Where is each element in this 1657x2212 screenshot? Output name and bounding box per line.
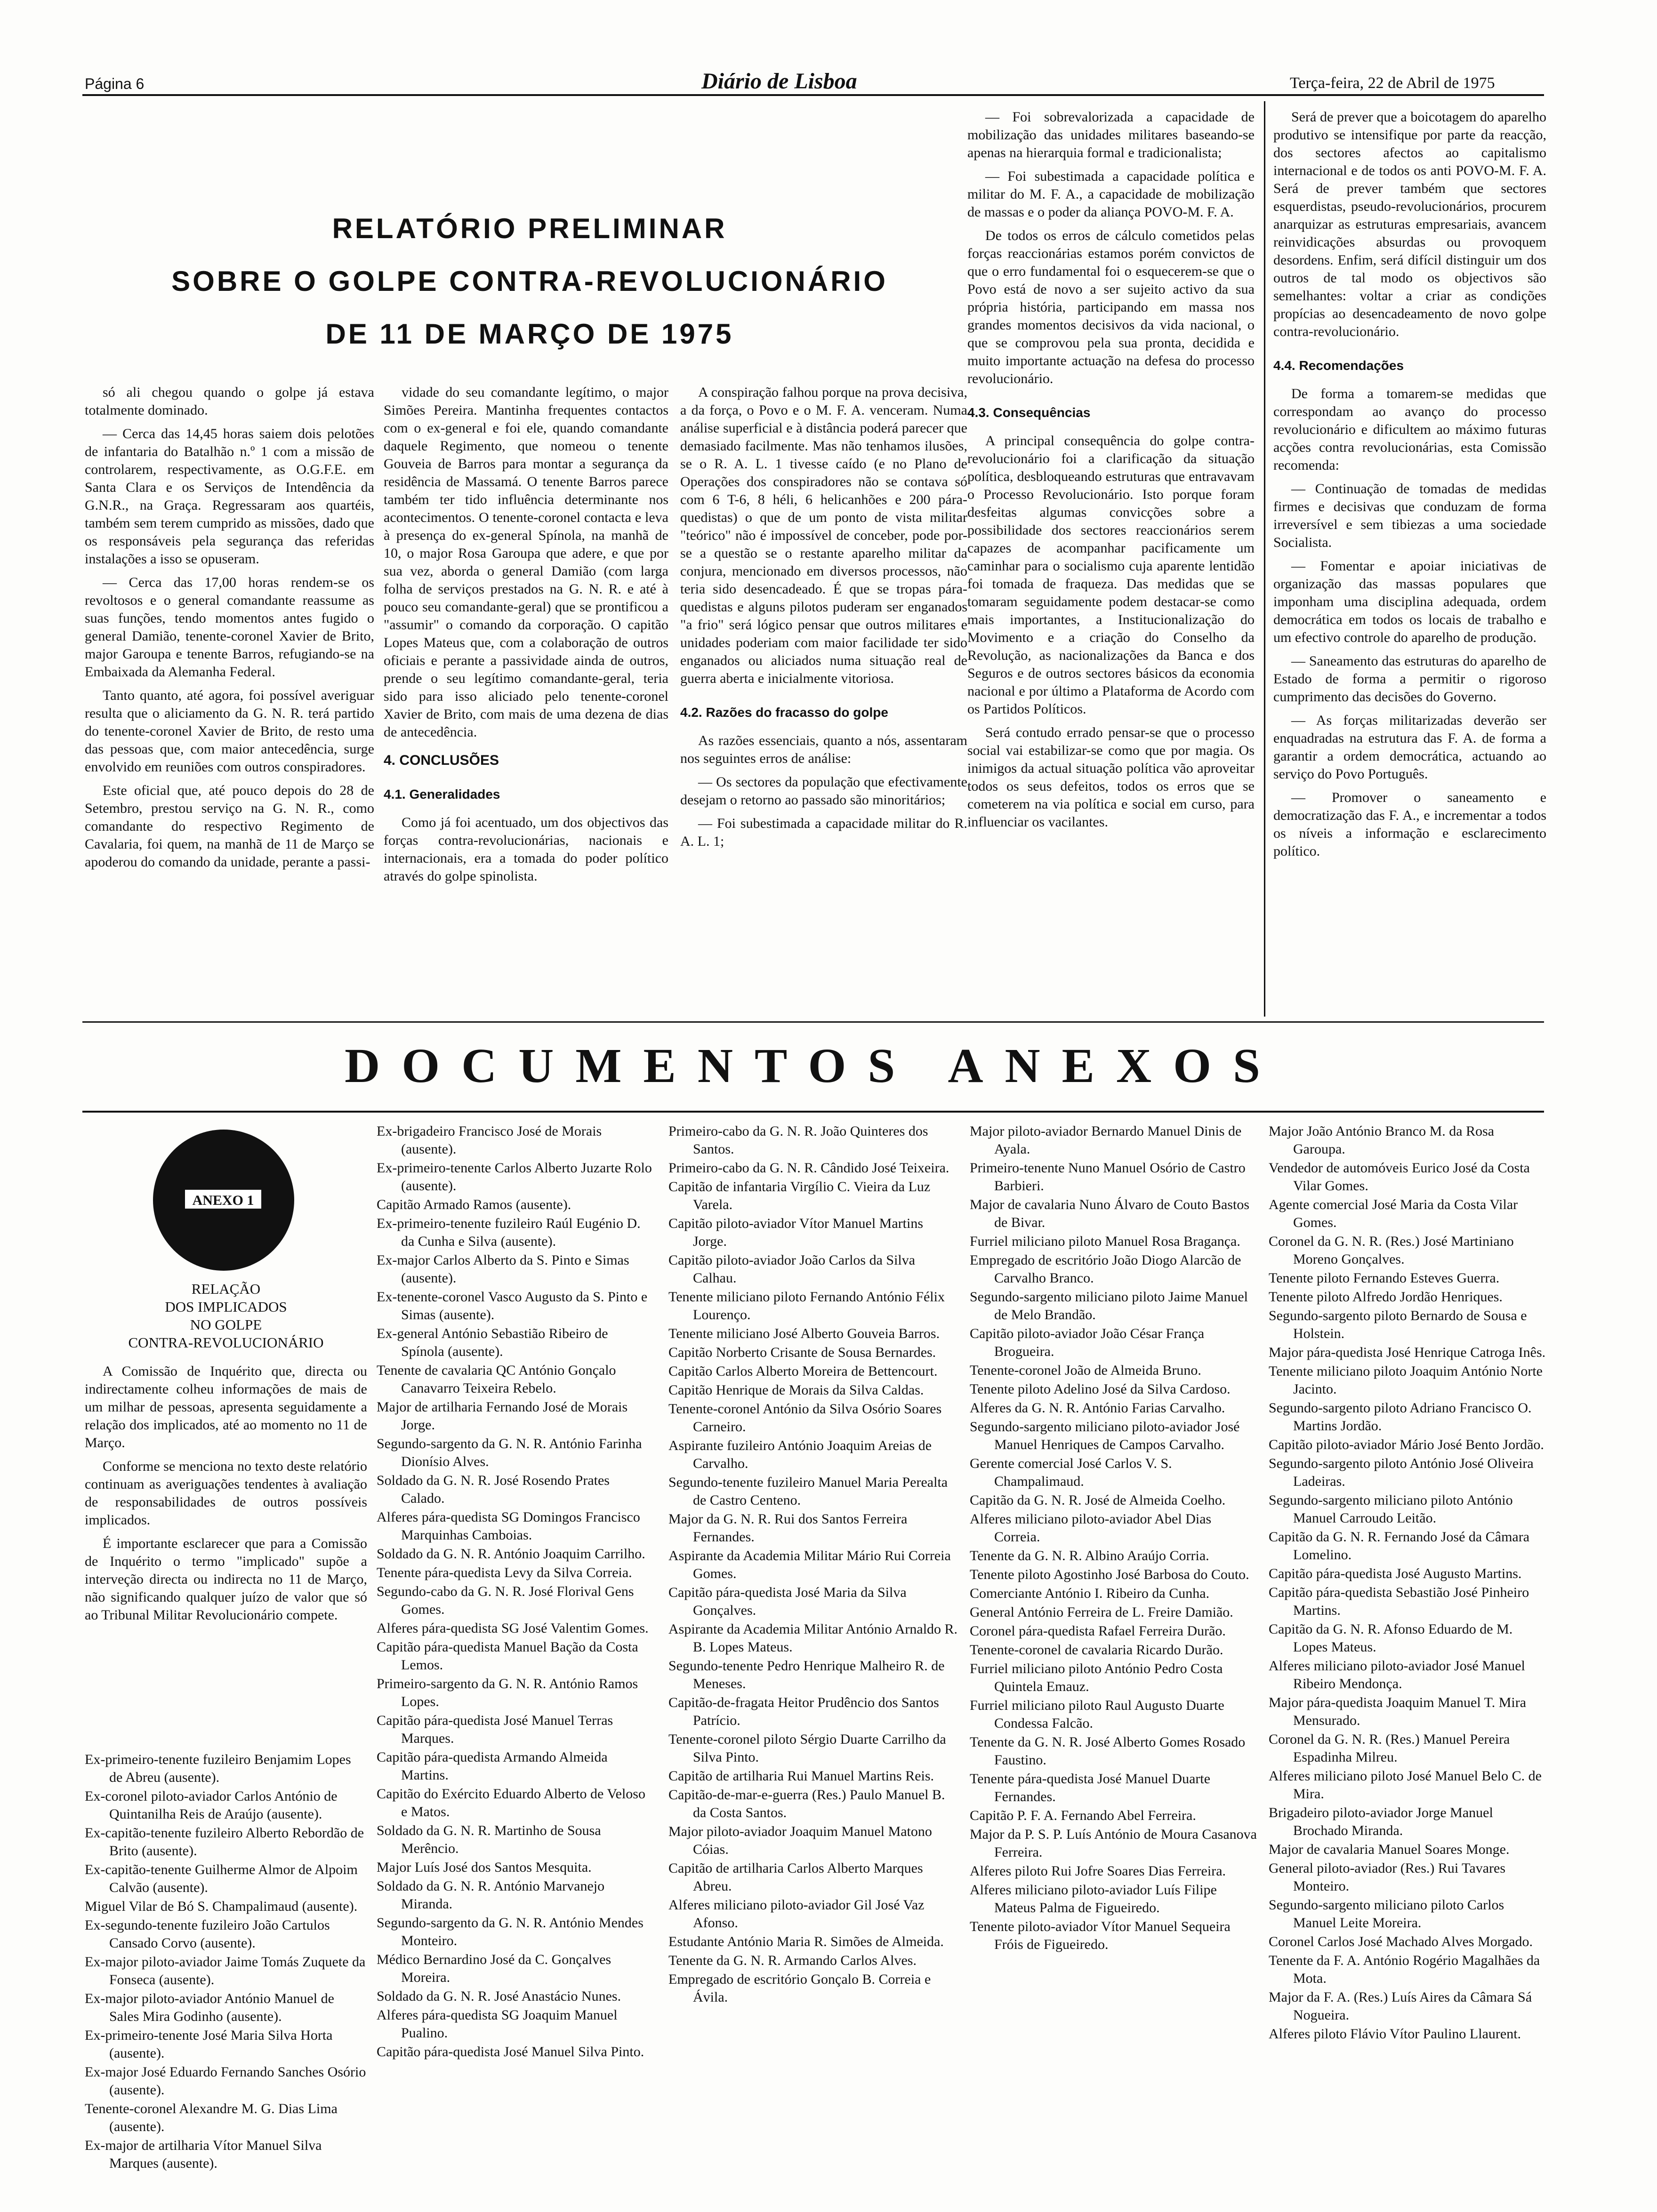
- implicated-person-entry: Capitão pára-quedista Sebastião José Pinheiro Martins.: [1269, 1585, 1529, 1618]
- implicated-person-entry: Ex-capitão-tenente Guilherme Almor de Alpoim Calvão (ausente).: [85, 1862, 358, 1895]
- implicated-person-entry: Tenente piloto Alfredo Jordão Henriques.: [1269, 1289, 1503, 1305]
- implicated-person-entry: Capitão-de-fragata Heitor Prudêncio dos Santos Patrício.: [668, 1695, 939, 1728]
- masthead-title: Diário de Lisboa: [701, 69, 857, 94]
- implicated-person-entry: Comerciante António I. Ribeiro da Cunha.: [970, 1586, 1210, 1601]
- implicated-person-entry: Tenente piloto Agostinho José Barbosa do Couto.: [970, 1567, 1249, 1582]
- implicated-person-entry: Primeiro-sargento da G. N. R. António Ramos Lopes.: [377, 1676, 638, 1709]
- implicated-person-entry: Alferes pára-quedista SG José Valentim Gomes.: [377, 1620, 649, 1636]
- implicated-person-entry: Estudante António Maria R. Simões de Almeida.: [668, 1934, 944, 1949]
- report-paragraph: — Cerca das 17,00 horas rendem-se os revoltosos e o general comandante reassume as suas funções, tendo momentos antes fugido o general Damião, tenente-coronel Xavier de Brito, major Garoupa e tenente Barros, refugiando-se na Embaixada da Alemanha Federal.: [85, 575, 374, 680]
- report-paragraph: — Foi subestimada a capacidade política e militar do M. F. A., a capacidade de mobilização de massas e o poder da aliança POVO-M. F. A.: [967, 168, 1255, 220]
- implicated-person-entry: Segundo-cabo da G. N. R. José Florival Gens Gomes.: [377, 1584, 634, 1617]
- implicated-person-entry: Soldado da G. N. R. José Anastácio Nunes.: [377, 1988, 621, 2004]
- implicated-person-entry: Ex-general António Sebastião Ribeiro de Spínola (ausente).: [377, 1326, 608, 1359]
- implicated-person-entry: Tenente piloto-aviador Vítor Manuel Sequeira Fróis de Figueiredo.: [970, 1919, 1231, 1952]
- implicated-person-entry: Segundo-sargento da G. N. R. António Farinha Dionísio Alves.: [377, 1436, 642, 1469]
- annex-intro-paragraph: A Comissão de Inquérito que, directa ou indirectamente colheu informações de mais de um milhar de pessoas, apresenta seguidamente a relação dos implicados, até ao momento no 11 de Março.: [85, 1363, 367, 1451]
- implicated-person-entry: Soldado da G. N. R. António Joaquim Carrilho.: [377, 1546, 645, 1562]
- implicated-person-entry: Segundo-sargento miliciano piloto Carlos Manuel Leite Moreira.: [1269, 1897, 1504, 1931]
- annex-subtitle-line-1: RELAÇÃO: [191, 1281, 261, 1297]
- implicated-person-entry: Major de artilharia Fernando José de Morais Jorge.: [377, 1399, 628, 1433]
- report-paragraph: Como já foi acentuado, um dos objectivos das forças contra-revolucionárias, nacionais e internacionais, era a tomada do poder político através do golpe spinolista.: [384, 815, 668, 884]
- report-paragraph: As razões essenciais, quanto a nós, assentaram nos seguintes erros de análise:: [680, 733, 967, 766]
- implicated-person-entry: Segundo-tenente fuzileiro Manuel Maria Perealta de Castro Centeno.: [668, 1475, 948, 1508]
- report-column-3: [680, 384, 967, 1017]
- implicated-person-entry: Alferes miliciano piloto-aviador Gil José Vaz Afonso.: [668, 1897, 925, 1931]
- issue-date: Terça-feira, 22 de Abril de 1975: [1290, 74, 1495, 92]
- implicated-person-entry: Capitão da G. N. R. Afonso Eduardo de M. Lopes Mateus.: [1269, 1621, 1513, 1655]
- implicated-person-entry: Coronel pára-quedista Rafael Ferreira Durão.: [970, 1623, 1226, 1639]
- report-paragraph: A conspiração falhou porque na prova decisiva, a da força, o Povo e o M. F. A. venceram. Numa análise superficial e à distância poderá parecer que demasiado facilmente. Mas não tenhamos ilusões, se o R. A. L. 1 tivesse caído (e no Plano de Operações dos conspiradores não se contava só com 6 T-6, 8 héli, 6 helicanhões e 200 pára-quedistas) o que de um ponto de vista militar "teórico" não é impossível de conceber, pode por-se a questão se o restante aparelho militar da conjura, mencionado em diversos processos, não teria sido desencadeado. É que se tropas pára-quedistas e alguns pilotos puderam ser enganados "a frio" será lógico pensar que outros militares e unidades poderiam com maior facilidade ter sido enganados ou aliciados numa situação real de guerra aberta e inicialmente vitoriosa.: [680, 385, 967, 686]
- implicated-person-entry: Soldado da G. N. R. José Rosendo Prates Calado.: [377, 1473, 610, 1506]
- implicated-person-entry: Major da F. A. (Res.) Luís Aires da Câmara Sá Nogueira.: [1269, 1989, 1532, 2023]
- implicated-person-entry: Segundo-sargento miliciano piloto Jaime Manuel de Melo Brandão.: [970, 1289, 1248, 1322]
- implicated-person-entry: Primeiro-tenente Nuno Manuel Osório de Castro Barbieri.: [970, 1160, 1246, 1194]
- implicated-person-entry: Aspirante da Academia Militar António Arnaldo R. B. Lopes Mateus.: [668, 1621, 958, 1655]
- implicated-person-entry: Ex-major de artilharia Vítor Manuel Silva Marques (ausente).: [85, 2138, 322, 2171]
- implicated-person-entry: Brigadeiro piloto-aviador Jorge Manuel Brochado Miranda.: [1269, 1805, 1493, 1838]
- implicated-person-entry: Tenente da F. A. António Rogério Magalhães da Mota.: [1269, 1953, 1540, 1986]
- implicated-person-entry: Capitão pára-quedista Manuel Bação da Costa Lemos.: [377, 1639, 638, 1673]
- implicated-person-entry: Capitão piloto-aviador Mário José Bento Jordão.: [1269, 1437, 1544, 1452]
- implicated-person-entry: Major pára-quedista Joaquim Manuel T. Mira Mensurado.: [1269, 1695, 1527, 1728]
- implicated-person-entry: Segundo-sargento piloto Bernardo de Sousa e Holstein.: [1269, 1308, 1527, 1341]
- report-paragraph: Tanto quanto, até agora, foi possível averiguar resulta que o aliciamento da G. N. R. terá partido do tenente-coronel Xavier de Brito, de resto uma das pessoas que, com maior antecedência, surge envolvido em reuniões com outros conspiradores.: [85, 688, 374, 775]
- implicated-person-entry: Aspirante fuzileiro António Joaquim Areias de Carvalho.: [668, 1438, 932, 1471]
- implicated-person-entry: Ex-tenente-coronel Vasco Augusto da S. Pinto e Simas (ausente).: [377, 1289, 648, 1322]
- implicated-person-entry: Alferes da G. N. R. António Farias Carvalho.: [970, 1400, 1225, 1416]
- annex-names-column-2: [377, 1122, 654, 2196]
- annex-badge-label: ANEXO 1: [184, 1188, 263, 1210]
- implicated-person-entry: Alferes pára-quedista SG Domingos Francisco Marquinhas Camboias.: [377, 1509, 640, 1543]
- implicated-person-entry: Soldado da G. N. R. António Marvanejo Miranda.: [377, 1878, 605, 1912]
- annex-subtitle-line-2: DOS IMPLICADOS: [165, 1298, 287, 1315]
- implicated-person-entry: Capitão Armado Ramos (ausente).: [377, 1197, 571, 1212]
- implicated-person-entry: Major da G. N. R. Rui dos Santos Ferreira Fernandes.: [668, 1511, 908, 1545]
- section-heading: 4.4. Recomendações: [1273, 358, 1404, 373]
- implicated-person-entry: Capitão pára-quedista José Augusto Martins.: [1269, 1566, 1522, 1581]
- implicated-person-entry: General António Ferreira de L. Freire Damião.: [970, 1604, 1233, 1620]
- implicated-person-entry: Tenente-coronel João de Almeida Bruno.: [970, 1362, 1201, 1378]
- section-heading: 4.3. Consequências: [967, 405, 1091, 420]
- report-column-2: [384, 384, 668, 1017]
- implicated-person-entry: Segundo-sargento miliciano piloto-aviador José Manuel Henriques de Campos Carvalho.: [970, 1419, 1240, 1452]
- implicated-person-entry: Tenente da G. N. R. Albino Araújo Corria.: [970, 1548, 1209, 1563]
- implicated-person-entry: Furriel miliciano piloto Manuel Rosa Bragança.: [970, 1234, 1240, 1249]
- implicated-person-entry: Empregado de escritório João Diogo Alarcão de Carvalho Branco.: [970, 1252, 1241, 1286]
- implicated-person-entry: Tenente-coronel de cavalaria Ricardo Durão.: [970, 1642, 1223, 1658]
- page-number: Página 6: [85, 75, 145, 92]
- annex-heading: DOCUMENTOS ANEXOS: [345, 1039, 1282, 1093]
- implicated-person-entry: Major de cavalaria Manuel Soares Monge.: [1269, 1842, 1510, 1857]
- implicated-person-entry: Coronel Carlos José Machado Alves Morgado.: [1269, 1934, 1533, 1949]
- implicated-person-entry: Agente comercial José Maria da Costa Vilar Gomes.: [1269, 1197, 1518, 1230]
- implicated-person-entry: Alferes miliciano piloto-aviador Abel Dias Correia.: [970, 1511, 1212, 1545]
- report-paragraph: — Promover o saneamento e democratização das F. A., e incrementar a todos os níveis a informação e esclarecimento político.: [1273, 790, 1546, 859]
- implicated-person-entry: Major João António Branco M. da Rosa Garoupa.: [1269, 1123, 1495, 1157]
- report-column-1: [85, 384, 374, 1017]
- report-paragraph: — Os sectores da população que efectivamente desejam o retorno ao passado são minoritários;: [680, 774, 967, 808]
- report-title-line-2: SOBRE O GOLPE CONTRA-REVOLUCIONÁRIO: [171, 265, 888, 297]
- implicated-person-entry: Tenente de cavalaria QC António Gonçalo Canavarro Teixeira Rebelo.: [377, 1362, 616, 1396]
- section-heading: 4. CONCLUSÕES: [384, 753, 499, 768]
- implicated-person-entry: Major piloto-aviador Bernardo Manuel Dinis de Ayala.: [970, 1123, 1242, 1157]
- implicated-person-entry: Coronel da G. N. R. (Res.) José Martiniano Moreno Gonçalves.: [1269, 1234, 1514, 1267]
- report-title-line-1: RELATÓRIO PRELIMINAR: [332, 213, 727, 244]
- implicated-person-entry: Segundo-sargento piloto Adriano Francisco O. Martins Jordão.: [1269, 1400, 1532, 1434]
- annex-heading-rule: [82, 1111, 1544, 1113]
- implicated-person-entry: Alferes piloto Rui Jofre Soares Dias Ferreira.: [970, 1863, 1226, 1879]
- implicated-person-entry: Ex-major piloto-aviador António Manuel de Sales Mira Godinho (ausente).: [85, 1991, 334, 2024]
- implicated-person-entry: Major de cavalaria Nuno Álvaro de Couto Bastos de Bivar.: [970, 1197, 1250, 1230]
- implicated-person-entry: Tenente da G. N. R. José Alberto Gomes Rosado Faustino.: [970, 1734, 1246, 1768]
- implicated-person-entry: Segundo-tenente Pedro Henrique Malheiro R. de Meneses.: [668, 1658, 945, 1691]
- report-column-4: [967, 108, 1255, 1017]
- implicated-person-entry: Vendedor de automóveis Eurico José da Costa Vilar Gomes.: [1269, 1160, 1530, 1194]
- implicated-person-entry: Ex-primeiro-tenente Carlos Alberto Juzarte Rolo (ausente).: [377, 1160, 652, 1194]
- implicated-person-entry: Capitão da G. N. R. Fernando José da Câmara Lomelino.: [1269, 1529, 1530, 1563]
- implicated-person-entry: Primeiro-cabo da G. N. R. Cândido José Teixeira.: [668, 1160, 949, 1176]
- implicated-person-entry: Capitão-de-mar-e-guerra (Res.) Paulo Manuel B. da Costa Santos.: [668, 1787, 945, 1820]
- implicated-person-entry: Ex-primeiro-tenente fuzileiro Benjamim Lopes de Abreu (ausente).: [85, 1752, 351, 1785]
- annex-intro: [85, 1362, 367, 1748]
- implicated-person-entry: General piloto-aviador (Res.) Rui Tavares Monteiro.: [1269, 1860, 1506, 1894]
- implicated-person-entry: Tenente piloto Fernando Esteves Guerra.: [1269, 1270, 1500, 1286]
- implicated-person-entry: Alferes piloto Flávio Vítor Paulino Llaurent.: [1269, 2026, 1521, 2042]
- implicated-person-entry: Alferes miliciano piloto-aviador José Manuel Ribeiro Mendonça.: [1269, 1658, 1525, 1691]
- annex-subtitle-line-3: NO GOLPE: [190, 1316, 262, 1333]
- implicated-person-entry: Gerente comercial José Carlos V. S. Champalimaud.: [970, 1456, 1172, 1489]
- report-paragraph: Será contudo errado pensar-se que o processo social vai estabilizar-se como que por magia. Os inimigos da actual situação política vão aproveitar todos os seus defeitos, todos os erros que se cometerem na via política e social em curso, para influenciar os vacilantes.: [967, 725, 1255, 830]
- implicated-person-entry: Major Luís José dos Santos Mesquita.: [377, 1859, 592, 1875]
- report-paragraph: só ali chegou quando o golpe já estava totalmente dominado.: [85, 385, 374, 418]
- implicated-person-entry: Tenente piloto Adelino José da Silva Cardoso.: [970, 1381, 1231, 1397]
- implicated-person-entry: Capitão de artilharia Carlos Alberto Marques Abreu.: [668, 1860, 923, 1894]
- implicated-person-entry: Ex-primeiro-tenente fuzileiro Raúl Eugénio D. da Cunha e Silva (ausente).: [377, 1216, 641, 1249]
- implicated-person-entry: Médico Bernardino José da C. Gonçalves Moreira.: [377, 1952, 611, 1985]
- report-title-line-3: DE 11 DE MARÇO DE 1975: [325, 318, 734, 350]
- annex-subtitle: [85, 1280, 367, 1352]
- implicated-person-entry: Major da P. S. P. Luís António de Moura Casanova Ferreira.: [970, 1827, 1257, 1860]
- annex-subtitle-line-4: CONTRA-REVOLUCIONÁRIO: [128, 1334, 324, 1351]
- section-heading: 4.1. Generalidades: [384, 787, 500, 801]
- section-heading: 4.2. Razões do fracasso do golpe: [680, 705, 888, 720]
- implicated-person-entry: Capitão piloto-aviador Vítor Manuel Martins Jorge.: [668, 1216, 924, 1249]
- implicated-person-entry: Alferes miliciano piloto-aviador Luís Filipe Mateus Palma de Figueiredo.: [970, 1882, 1217, 1915]
- implicated-person-entry: Ex-coronel piloto-aviador Carlos António de Quintanilha Reis de Araújo (ausente).: [85, 1788, 338, 1822]
- implicated-person-entry: Tenente miliciano piloto Joaquim António Norte Jacinto.: [1269, 1363, 1543, 1397]
- implicated-person-entry: Ex-major piloto-aviador Jaime Tomás Zuquete da Fonseca (ausente).: [85, 1954, 366, 1988]
- report-paragraph: De todos os erros de cálculo cometidos pelas forças reaccionárias estamos porém convictos de que o erro fundamental foi o esquecerem-se que o Povo está de novo a ser sujeito activo da sua própria história, participando em massa nos grandes momentos decisivos da vida nacional, o que se comprovou pela sua pronta, decidida e muito importante actuação na defesa do processo revolucionário.: [967, 228, 1255, 386]
- implicated-person-entry: Tenente miliciano José Alberto Gouveia Barros.: [668, 1326, 940, 1341]
- implicated-person-entry: Capitão Henrique de Morais da Silva Caldas.: [668, 1382, 924, 1398]
- report-paragraph: Será de prever que a boicotagem do aparelho produtivo se intensifique por parte da reacção, dos sectores afectos ao capitalismo internacional e de todos os anti POVO-M. F. A. Será de prever também que sectores esquerdistas, pseudo-revolucionários, procurem anarquizar as estruturas empresariais, avancem reinvidicações absurdas ou provoquem desordens. Enfim, será difícil distinguir um dos outros de tal modo os objectivos são semelhantes: voltar a criar as condições propícias ao desencadeamento de novo golpe contra-revolucionário.: [1273, 109, 1546, 339]
- report-paragraph: — Saneamento das estruturas do aparelho de Estado de forma a permitir o rigoroso cumprimento das decisões do Governo.: [1273, 653, 1546, 705]
- column-divider: [1264, 101, 1265, 1017]
- report-paragraph: — Foi sobrevalorizada a capacidade de mobilização das unidades militares baseando-se apenas na hierarquia formal e tradicionalista;: [967, 109, 1255, 160]
- implicated-person-entry: Furriel miliciano piloto António Pedro Costa Quintela Emauz.: [970, 1661, 1223, 1694]
- annex-names-column-1: [85, 1751, 367, 2193]
- implicated-person-entry: Capitão piloto-aviador João César França Brogueira.: [970, 1326, 1205, 1359]
- implicated-person-entry: Segundo-sargento da G. N. R. António Mendes Monteiro.: [377, 1915, 643, 1948]
- implicated-person-entry: Capitão pára-quedista Armando Almeida Martins.: [377, 1749, 608, 1783]
- implicated-person-entry: Soldado da G. N. R. Martinho de Sousa Merêncio.: [377, 1823, 601, 1856]
- implicated-person-entry: Capitão pára-quedista José Manuel Silva Pinto.: [377, 2044, 644, 2060]
- implicated-person-entry: Miguel Vilar de Bó S. Champalimaud (ausente).: [85, 1899, 358, 1914]
- report-paragraph: A principal consequência do golpe contra-revolucionário foi a clarificação da situação política, desbloqueando estruturas que entravavam o Processo Revolucionário. Isto porque foram desfeitas algumas convicções sobre a possibilidade dos sectores reaccionários serem capazes de acompanhar pacificamente um caminhar para o socialismo cuja aparente lentidão foi tomada de fraqueza. Das medidas que se tomaram seguidamente podem destacar-se como mais importantes, a Institucionalização do Movimento e a criação do Conselho da Revolução, as nacionalizações da Banca e dos Seguros e de outros sectores básicos da economia nacional e por último a Plataforma de Acordo com os Partidos Políticos.: [967, 433, 1255, 717]
- implicated-person-entry: Alferes miliciano piloto José Manuel Belo C. de Mira.: [1269, 1768, 1542, 1802]
- report-title: [118, 202, 941, 361]
- implicated-person-entry: Empregado de escritório Gonçalo B. Correia e Ávila.: [668, 1972, 931, 2005]
- report-paragraph: Este oficial que, até pouco depois do 28 de Setembro, prestou serviço na G. N. R., como comandante do respectivo Regimento de Cavalaria, foi quem, na manhã de 11 de Março se apoderou do comando da unidade, perante a passi-: [85, 783, 374, 870]
- implicated-person-entry: Capitão piloto-aviador João Carlos da Silva Calhau.: [668, 1252, 916, 1286]
- implicated-person-entry: Capitão pára-quedista José Maria da Silva Gonçalves.: [668, 1585, 907, 1618]
- implicated-person-entry: Segundo-sargento miliciano piloto António Manuel Carroudo Leitão.: [1269, 1492, 1513, 1526]
- implicated-person-entry: Ex-segundo-tenente fuzileiro João Cartulos Cansado Corvo (ausente).: [85, 1917, 330, 1951]
- implicated-person-entry: Ex-primeiro-tenente José Maria Silva Horta (ausente).: [85, 2028, 333, 2061]
- implicated-person-entry: Capitão P. F. A. Fernando Abel Ferreira.: [970, 1808, 1196, 1823]
- implicated-person-entry: Tenente-coronel piloto Sérgio Duarte Carrilho da Silva Pinto.: [668, 1731, 946, 1765]
- report-paragraph: — Cerca das 14,45 horas saiem dois pelotões de infantaria do Batalhão n.º 1 com a missão de controlarem, respectivamente, as O.G.F.E. em Santa Clara e os Serviços de Intendência da G.N.R., na Graça. Regressaram aos quartéis, também sem terem cumprido as missões, dado que os responsáveis pela segurança das referidas instalações a isso se opuseram.: [85, 426, 374, 567]
- annex-names-column-3: [668, 1122, 958, 2196]
- report-column-5: [1273, 108, 1546, 1017]
- implicated-person-entry: Tenente da G. N. R. Armando Carlos Alves.: [668, 1953, 917, 1968]
- implicated-person-entry: Ex-brigadeiro Francisco José de Morais (ausente).: [377, 1123, 602, 1157]
- implicated-person-entry: Capitão Norberto Crisante de Sousa Bernardes.: [668, 1345, 936, 1360]
- report-paragraph: De forma a tomarem-se medidas que correspondam ao avanço do processo revolucionário e dificultem ao máximo futuras acções contra revolucionárias, esta Comissão recomenda:: [1273, 386, 1546, 473]
- implicated-person-entry: Coronel da G. N. R. (Res.) Manuel Pereira Espadinha Milreu.: [1269, 1731, 1510, 1765]
- report-paragraph: — Fomentar e apoiar iniciativas de organização das massas populares que imponham uma disciplina adequada, ordem democrática em todos os locais de trabalho e um efectivo controle do aparelho de produção.: [1273, 558, 1546, 645]
- implicated-person-entry: Capitão Carlos Alberto Moreira de Bettencourt.: [668, 1363, 938, 1379]
- implicated-person-entry: Capitão de infantaria Virgílio C. Vieira da Luz Varela.: [668, 1179, 931, 1212]
- implicated-person-entry: Capitão do Exército Eduardo Alberto de Veloso e Matos.: [377, 1786, 645, 1819]
- implicated-person-entry: Ex-major José Eduardo Fernando Sanches Osório (ausente).: [85, 2064, 366, 2098]
- implicated-person-entry: Ex-major Carlos Alberto da S. Pinto e Simas (ausente).: [377, 1252, 629, 1286]
- implicated-person-entry: Major piloto-aviador Joaquim Manuel Matono Cóias.: [668, 1824, 932, 1857]
- implicated-person-entry: Ex-capitão-tenente fuzileiro Alberto Rebordão de Brito (ausente).: [85, 1825, 364, 1859]
- implicated-person-entry: Tenente pára-quedista José Manuel Duarte Fernandes.: [970, 1771, 1211, 1804]
- report-paragraph: — Continuação de tomadas de medidas firmes e decisivas que conduzam de forma irreversível e sem tibiezas a uma sociedade Socialista.: [1273, 481, 1546, 550]
- implicated-person-entry: Furriel miliciano piloto Raul Augusto Duarte Condessa Falcão.: [970, 1698, 1224, 1731]
- implicated-person-entry: Capitão da G. N. R. José de Almeida Coelho.: [970, 1492, 1226, 1508]
- implicated-person-entry: Tenente-coronel Alexandre M. G. Dias Lima (ausente).: [85, 2101, 338, 2134]
- report-paragraph: — Foi subestimada a capacidade militar do R. A. L. 1;: [680, 816, 967, 849]
- implicated-person-entry: Segundo-sargento piloto António José Oliveira Ladeiras.: [1269, 1456, 1534, 1489]
- annex-top-rule: [82, 1021, 1544, 1023]
- implicated-person-entry: Aspirante da Academia Militar Mário Rui Correia Gomes.: [668, 1548, 951, 1581]
- report-paragraph: vidade do seu comandante legítimo, o major Simões Pereira. Mantinha frequentes contactos com o ex-general e foi ele, quando comandante daquele Regimento, que nomeou o tenente Gouveia de Barros para montar a segurança da residência de Massamá. O tenente Barros parece também ter tido influência determinante nos acontecimentos. O tenente-coronel contacta e leva à presença do ex-general Spínola, na manhã de 10, o major Rosa Garoupa que adere, e que por sua vez, aborda o general Damião (com larga folha de serviços prestados na G. N. R. e até à pouco seu comandante-geral) que se prontificou a "assumir" o comando da corporação. O capitão Lopes Mateus que, com a colaboração de outros oficiais e perante a passividade ainda de outros, prende o seu legítimo comandante-geral, teria sido para isso aliciado pelo tenente-coronel Xavier de Brito, com mais de uma dezena de dias de antecedência.: [384, 385, 668, 740]
- annex-intro-paragraph: É importante esclarecer que para a Comissão de Inquérito o termo "implicado" supõe a interveção directa ou indirecta no 11 de Março, não significando qualquer juízo de valor que só ao Tribunal Militar Revolucionário compete.: [85, 1536, 367, 1623]
- implicated-person-entry: Tenente miliciano piloto Fernando António Félix Lourenço.: [668, 1289, 945, 1322]
- report-paragraph: — As forças militarizadas deverão ser enquadradas na estrutura das F. A. de forma a garantir a ordem democrática, actuando ao serviço do Povo Português.: [1273, 713, 1546, 782]
- annex-names-column-4: [970, 1122, 1257, 2196]
- header-rule: [82, 94, 1544, 96]
- implicated-person-entry: Major pára-quedista José Henrique Catroga Inês.: [1269, 1345, 1546, 1360]
- implicated-person-entry: Tenente-coronel António da Silva Osório Soares Carneiro.: [668, 1401, 942, 1435]
- implicated-person-entry: Alferes pára-quedista SG Joaquim Manuel Pualino.: [377, 2007, 618, 2041]
- implicated-person-entry: Capitão pára-quedista José Manuel Terras Marques.: [377, 1713, 613, 1746]
- implicated-person-entry: Tenente pára-quedista Levy da Silva Correia.: [377, 1565, 632, 1580]
- annex-names-column-5: [1269, 1122, 1546, 2196]
- implicated-person-entry: Capitão de artilharia Rui Manuel Martins Reis.: [668, 1768, 934, 1784]
- annex-intro-paragraph: Conforme se menciona no texto deste relatório continuam as averiguações tendentes à avaliação de responsabilidades de outros possíveis implicados.: [85, 1459, 367, 1528]
- implicated-person-entry: Primeiro-cabo da G. N. R. João Quinteres dos Santos.: [668, 1123, 928, 1157]
